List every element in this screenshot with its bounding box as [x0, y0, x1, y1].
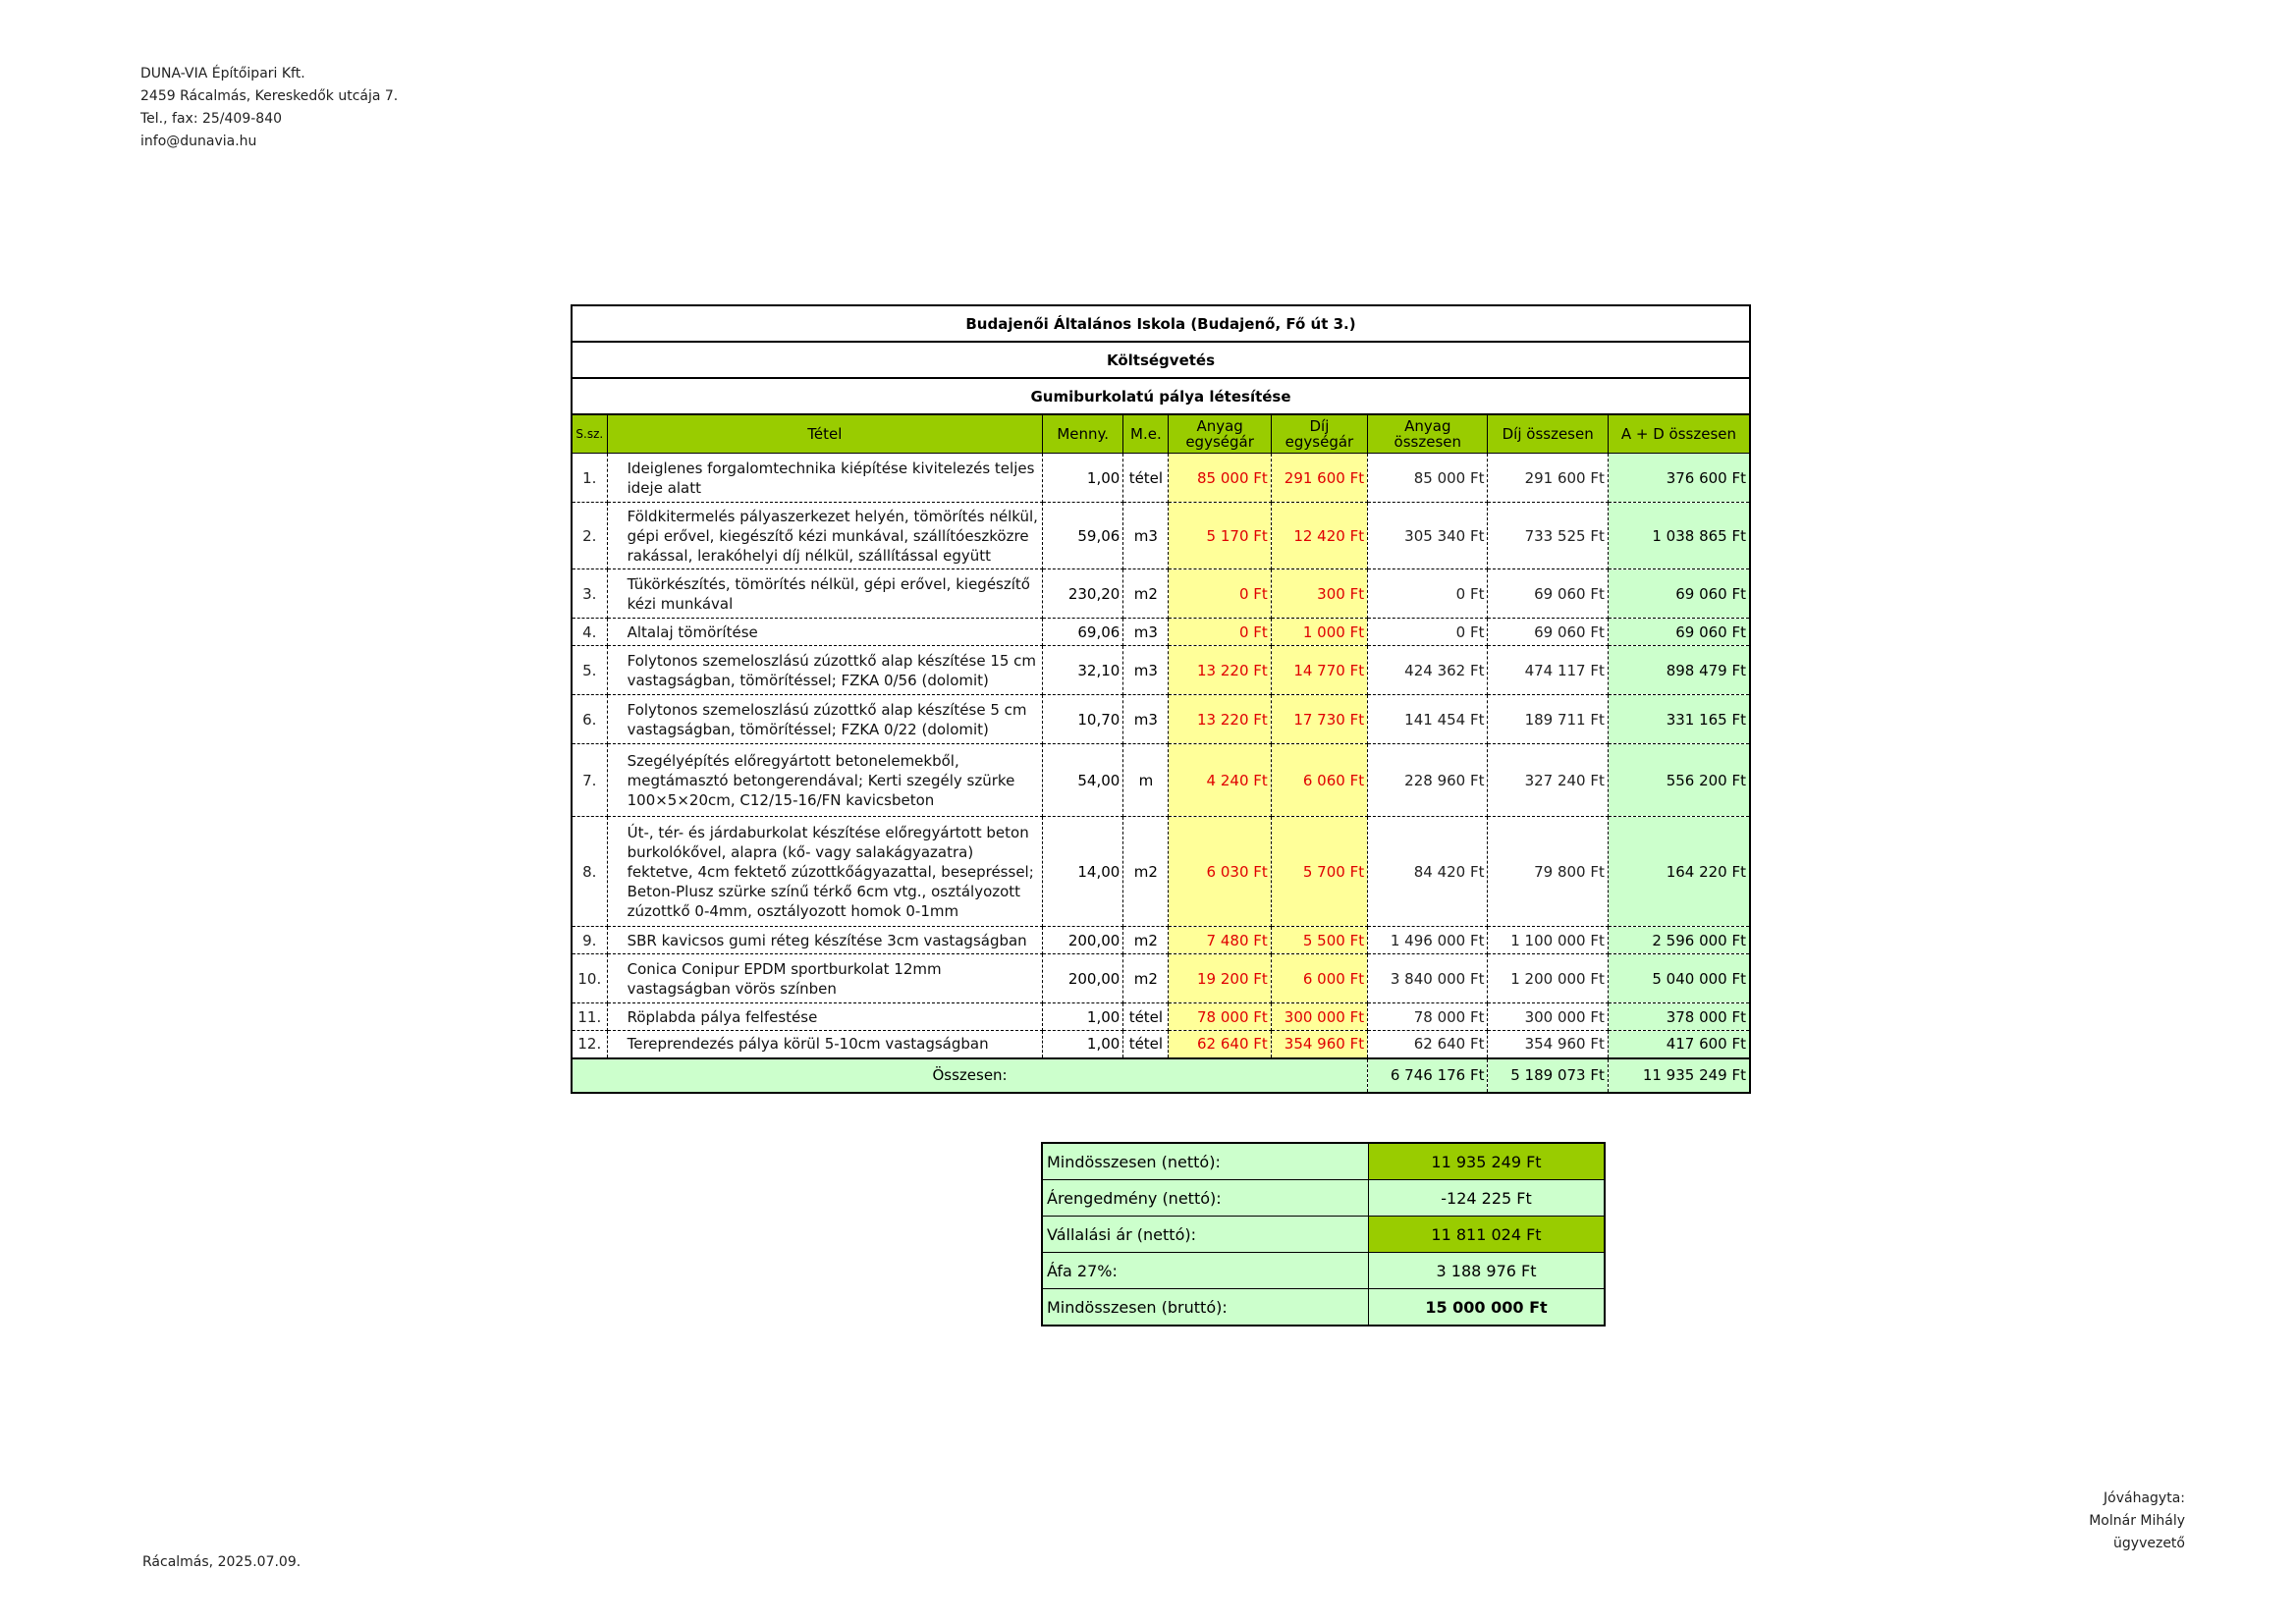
row-fee-total: 79 800 Ft — [1488, 817, 1608, 927]
row-ad-total: 417 600 Ft — [1608, 1031, 1750, 1058]
row-material-unit-price: 6 030 Ft — [1169, 817, 1271, 927]
row-fee-unit-price: 300 000 Ft — [1271, 1003, 1367, 1031]
sum-fee-total: 5 189 073 Ft — [1488, 1058, 1608, 1093]
row-unit: m2 — [1123, 569, 1169, 619]
place-date: Rácalmás, 2025.07.09. — [142, 1554, 301, 1570]
row-quantity: 10,70 — [1043, 695, 1123, 744]
row-index: 9. — [572, 927, 607, 954]
row-item-name: Tükörkészítés, tömörítés nélkül, gépi erővel, kiegészítő kézi munkával — [607, 569, 1042, 619]
row-quantity: 200,00 — [1043, 954, 1123, 1003]
row-item-name: Tereprendezés pálya körül 5-10cm vastagságban — [607, 1031, 1042, 1058]
summary-value: 15 000 000 Ft — [1369, 1289, 1606, 1326]
summary-value: 3 188 976 Ft — [1369, 1253, 1606, 1289]
row-unit: m2 — [1123, 817, 1169, 927]
summary-label: Mindösszesen (nettó): — [1042, 1143, 1369, 1180]
row-quantity: 1,00 — [1043, 454, 1123, 503]
sum-label: Összesen: — [572, 1058, 1368, 1093]
row-material-unit-price: 13 220 Ft — [1169, 646, 1271, 695]
row-index: 8. — [572, 817, 607, 927]
row-ad-total: 5 040 000 Ft — [1608, 954, 1750, 1003]
row-material-total: 305 340 Ft — [1368, 503, 1488, 569]
col-header-ad-total: A + D összesen — [1608, 414, 1750, 454]
row-index: 3. — [572, 569, 607, 619]
row-material-unit-price: 19 200 Ft — [1169, 954, 1271, 1003]
row-material-unit-price: 4 240 Ft — [1169, 744, 1271, 817]
row-unit: tétel — [1123, 1003, 1169, 1031]
row-index: 5. — [572, 646, 607, 695]
row-quantity: 54,00 — [1043, 744, 1123, 817]
row-fee-unit-price: 17 730 Ft — [1271, 695, 1367, 744]
work-title: Gumiburkolatú pálya létesítése — [572, 378, 1750, 414]
table-row — [572, 454, 1750, 503]
row-fee-unit-price: 6 000 Ft — [1271, 954, 1367, 1003]
row-material-total: 424 362 Ft — [1368, 646, 1488, 695]
row-unit: tétel — [1123, 454, 1169, 503]
table-row — [572, 569, 1750, 619]
row-fee-unit-price: 1 000 Ft — [1271, 619, 1367, 646]
row-material-unit-price: 7 480 Ft — [1169, 927, 1271, 954]
row-fee-unit-price: 12 420 Ft — [1271, 503, 1367, 569]
row-material-total: 3 840 000 Ft — [1368, 954, 1488, 1003]
row-fee-unit-price: 14 770 Ft — [1271, 646, 1367, 695]
summary-value: 11 935 249 Ft — [1369, 1143, 1606, 1180]
company-info — [140, 63, 398, 153]
row-unit: tétel — [1123, 1031, 1169, 1058]
row-unit: m3 — [1123, 503, 1169, 569]
row-fee-total: 474 117 Ft — [1488, 646, 1608, 695]
row-ad-total: 898 479 Ft — [1608, 646, 1750, 695]
row-item-name: Út-, tér- és járdaburkolat készítése előregyártott beton burkolókővel, alapra (kő- vagy salakágyazatra) fektetve, 4cm fektető zúzottkőágyazattal, besepréssel; Beton-Plusz szürke színű térkő 6cm vtg., osztályozott zúzottkő 0-4mm, osztályozott homok 0-1mm — [607, 817, 1042, 927]
summary-value: -124 225 Ft — [1369, 1180, 1606, 1217]
row-item-name: Röplabda pálya felfestése — [607, 1003, 1042, 1031]
approver-title: ügyvezető — [2113, 1536, 2185, 1551]
row-item-name: Ideiglenes forgalomtechnika kiépítése kivitelezés teljes ideje alatt — [607, 454, 1042, 503]
budget-rows — [572, 454, 1750, 1058]
row-unit: m2 — [1123, 927, 1169, 954]
row-ad-total: 331 165 Ft — [1608, 695, 1750, 744]
approver-name: Molnár Mihály — [2089, 1513, 2185, 1529]
row-ad-total: 164 220 Ft — [1608, 817, 1750, 927]
row-unit: m2 — [1123, 954, 1169, 1003]
document-title: Költségvetés — [572, 342, 1750, 378]
col-header-fee-unit: Díj egységár — [1271, 414, 1367, 454]
row-fee-total: 1 100 000 Ft — [1488, 927, 1608, 954]
row-material-unit-price: 62 640 Ft — [1169, 1031, 1271, 1058]
row-index: 4. — [572, 619, 607, 646]
row-material-total: 85 000 Ft — [1368, 454, 1488, 503]
row-index: 10. — [572, 954, 607, 1003]
row-ad-total: 1 038 865 Ft — [1608, 503, 1750, 569]
row-ad-total: 69 060 Ft — [1608, 569, 1750, 619]
row-fee-unit-price: 300 Ft — [1271, 569, 1367, 619]
col-header-fee-total: Díj összesen — [1488, 414, 1608, 454]
row-ad-total: 69 060 Ft — [1608, 619, 1750, 646]
summary-row — [1042, 1180, 1605, 1217]
company-address: 2459 Rácalmás, Kereskedők utcája 7. — [140, 88, 399, 104]
sum-ad-total: 11 935 249 Ft — [1608, 1058, 1750, 1093]
row-item-name: Földkitermelés pályaszerkezet helyén, tömörítés nélkül, gépi erővel, kiegészítő kézi munkával, szállítóeszközre rakással, lerakóhelyi díj nélkül, szállítással együtt — [607, 503, 1042, 569]
col-header-unit: M.e. — [1123, 414, 1169, 454]
company-email: info@dunavia.hu — [140, 134, 257, 149]
row-index: 1. — [572, 454, 607, 503]
row-ad-total: 556 200 Ft — [1608, 744, 1750, 817]
approval-label: Jóváhagyta: — [2104, 1490, 2185, 1506]
summary-value: 11 811 024 Ft — [1369, 1217, 1606, 1253]
row-unit: m — [1123, 744, 1169, 817]
col-header-mat-unit: Anyag egységár — [1169, 414, 1271, 454]
row-quantity: 32,10 — [1043, 646, 1123, 695]
row-material-unit-price: 78 000 Ft — [1169, 1003, 1271, 1031]
company-phone: Tel., fax: 25/409-840 — [140, 111, 283, 127]
row-material-total: 0 Ft — [1368, 569, 1488, 619]
row-quantity: 14,00 — [1043, 817, 1123, 927]
row-index: 6. — [572, 695, 607, 744]
row-material-total: 84 420 Ft — [1368, 817, 1488, 927]
summary-label: Áfa 27%: — [1042, 1253, 1369, 1289]
row-fee-unit-price: 291 600 Ft — [1271, 454, 1367, 503]
col-header-qty: Menny. — [1043, 414, 1123, 454]
row-fee-total: 291 600 Ft — [1488, 454, 1608, 503]
row-material-total: 1 496 000 Ft — [1368, 927, 1488, 954]
table-row — [572, 503, 1750, 569]
table-row — [572, 817, 1750, 927]
row-fee-total: 354 960 Ft — [1488, 1031, 1608, 1058]
row-item-name: Conica Conipur EPDM sportburkolat 12mm vastagságban vörös színben — [607, 954, 1042, 1003]
row-fee-total: 69 060 Ft — [1488, 619, 1608, 646]
summary-row — [1042, 1143, 1605, 1180]
row-material-total: 78 000 Ft — [1368, 1003, 1488, 1031]
row-material-total: 228 960 Ft — [1368, 744, 1488, 817]
sum-row — [572, 1058, 1750, 1093]
row-quantity: 1,00 — [1043, 1031, 1123, 1058]
row-item-name: SBR kavicsos gumi réteg készítése 3cm vastagságban — [607, 927, 1042, 954]
row-fee-unit-price: 5 500 Ft — [1271, 927, 1367, 954]
row-quantity: 59,06 — [1043, 503, 1123, 569]
summary-row — [1042, 1253, 1605, 1289]
row-index: 7. — [572, 744, 607, 817]
row-index: 2. — [572, 503, 607, 569]
summary-row — [1042, 1289, 1605, 1326]
row-unit: m3 — [1123, 646, 1169, 695]
approval-block — [2089, 1488, 2185, 1555]
table-row — [572, 1031, 1750, 1058]
row-material-unit-price: 5 170 Ft — [1169, 503, 1271, 569]
table-row — [572, 646, 1750, 695]
row-quantity: 230,20 — [1043, 569, 1123, 619]
row-unit: m3 — [1123, 619, 1169, 646]
row-fee-total: 327 240 Ft — [1488, 744, 1608, 817]
col-header-idx: S.sz. — [572, 414, 607, 454]
summary-table — [1041, 1142, 1606, 1326]
row-quantity: 200,00 — [1043, 927, 1123, 954]
sum-mat-total: 6 746 176 Ft — [1368, 1058, 1488, 1093]
table-row — [572, 695, 1750, 744]
summary-row — [1042, 1217, 1605, 1253]
col-header-item: Tétel — [607, 414, 1042, 454]
row-ad-total: 376 600 Ft — [1608, 454, 1750, 503]
row-fee-unit-price: 354 960 Ft — [1271, 1031, 1367, 1058]
row-material-total: 141 454 Ft — [1368, 695, 1488, 744]
summary-label: Mindösszesen (bruttó): — [1042, 1289, 1369, 1326]
row-material-unit-price: 85 000 Ft — [1169, 454, 1271, 503]
table-row — [572, 1003, 1750, 1031]
row-fee-total: 69 060 Ft — [1488, 569, 1608, 619]
row-material-total: 0 Ft — [1368, 619, 1488, 646]
table-row — [572, 619, 1750, 646]
row-quantity: 69,06 — [1043, 619, 1123, 646]
col-header-mat-total: Anyag összesen — [1368, 414, 1488, 454]
budget-table — [571, 304, 1751, 1094]
row-item-name: Altalaj tömörítése — [607, 619, 1042, 646]
table-row — [572, 744, 1750, 817]
row-unit: m3 — [1123, 695, 1169, 744]
row-fee-total: 300 000 Ft — [1488, 1003, 1608, 1031]
row-ad-total: 2 596 000 Ft — [1608, 927, 1750, 954]
row-index: 12. — [572, 1031, 607, 1058]
row-fee-total: 1 200 000 Ft — [1488, 954, 1608, 1003]
row-material-unit-price: 0 Ft — [1169, 569, 1271, 619]
row-fee-unit-price: 5 700 Ft — [1271, 817, 1367, 927]
row-item-name: Szegélyépítés előregyártott betonelemekből, megtámasztó betongerendával; Kerti szegély szürke 100×5×20cm, C12/15-16/FN kavicsbeton — [607, 744, 1042, 817]
row-material-total: 62 640 Ft — [1368, 1031, 1488, 1058]
row-material-unit-price: 0 Ft — [1169, 619, 1271, 646]
summary-label: Vállalási ár (nettó): — [1042, 1217, 1369, 1253]
table-row — [572, 927, 1750, 954]
table-row — [572, 954, 1750, 1003]
row-fee-total: 733 525 Ft — [1488, 503, 1608, 569]
project-title: Budajenői Általános Iskola (Budajenő, Fő út 3.) — [572, 305, 1750, 342]
row-index: 11. — [572, 1003, 607, 1031]
summary-label: Árengedmény (nettó): — [1042, 1180, 1369, 1217]
company-name: DUNA-VIA Építőipari Kft. — [140, 66, 305, 81]
row-material-unit-price: 13 220 Ft — [1169, 695, 1271, 744]
row-item-name: Folytonos szemeloszlású zúzottkő alap készítése 15 cm vastagságban, tömörítéssel; FZKA 0/56 (dolomit) — [607, 646, 1042, 695]
row-item-name: Folytonos szemeloszlású zúzottkő alap készítése 5 cm vastagságban, tömörítéssel; FZKA 0/22 (dolomit) — [607, 695, 1042, 744]
row-quantity: 1,00 — [1043, 1003, 1123, 1031]
row-ad-total: 378 000 Ft — [1608, 1003, 1750, 1031]
row-fee-unit-price: 6 060 Ft — [1271, 744, 1367, 817]
row-fee-total: 189 711 Ft — [1488, 695, 1608, 744]
